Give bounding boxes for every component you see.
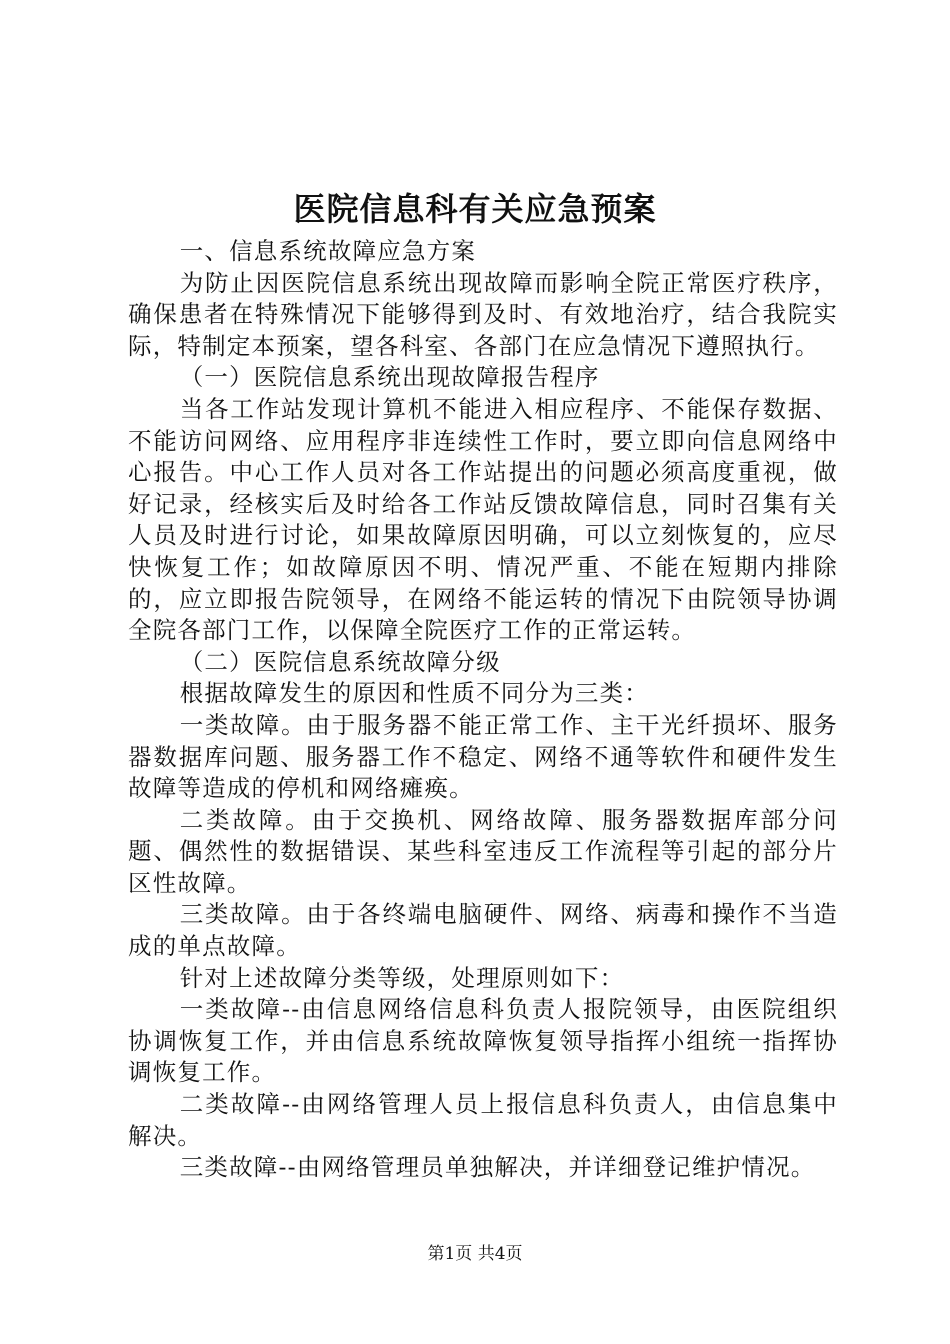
paragraph: 三类故障--由网络管理员单独解决，并详细登记维护情况。 — [179, 1153, 816, 1182]
paragraph: 针对上述故障分类等级，处理原则如下： — [179, 963, 625, 992]
document-title: 医院信息科有关应急预案 — [293, 190, 657, 228]
subsection-heading: （二）医院信息系统故障分级 — [179, 647, 501, 676]
subsection-heading: （一）医院信息系统出现故障报告程序 — [179, 363, 600, 392]
page-footer: 第1页 共4页 — [427, 1244, 523, 1264]
paragraph: 根据故障发生的原因和性质不同分为三类： — [179, 679, 649, 708]
paragraph: 三类故障。由于各终端电脑硬件、网络、病毒和操作不当造成的单点故障。 — [128, 900, 838, 961]
section-heading: 一、信息系统故障应急方案 — [179, 237, 477, 265]
document-body — [128, 236, 838, 1184]
paragraph: 为防止因医院信息系统出现故障而影响全院正常医疗秩序，确保患者在特殊情况下能够得到及时、有效地治疗，结合我院实际，特制定本预案，望各科室、各部门在应急情况下遵照执行。 — [128, 268, 838, 360]
paragraph: 二类故障--由网络管理人员上报信息科负责人，由信息集中解决。 — [128, 1090, 838, 1150]
paragraph: 一类故障。由于服务器不能正常工作、主干光纤损坏、服务器数据库问题、服务器工作不稳定、网络不通等软件和硬件发生故障等造成的停机和网络瘫痪。 — [128, 710, 838, 803]
paragraph: 二类故障。由于交换机、网络故障、服务器数据库部分问题、偶然性的数据错误、某些科室违反工作流程等引起的部分片区性故障。 — [128, 805, 838, 897]
paragraph: 当各工作站发现计算机不能进入相应程序、不能保存数据、不能访问网络、应用程序非连续性工作时，要立即向信息网络中心报告。中心工作人员对各工作站提出的问题必须高度重视，做好记录，经核实后及时给各工作站反馈故障信息，同时召集有关人员及时进行讨论，如果故障原因明确，可以立刻恢复的，应尽快恢复工作；如故障原因不明、情况严重、不能在短期内排除的，应立即报告院领导，在网络不能运转的情况下由院领导协调全院各部门工作，以保障全院医疗工作的正常运转。 — [128, 394, 838, 645]
paragraph: 一类故障--由信息网络信息科负责人报院领导，由医院组织协调恢复工作，并由信息系统故障恢复领导指挥小组统一指挥协调恢复工作。 — [128, 995, 838, 1087]
